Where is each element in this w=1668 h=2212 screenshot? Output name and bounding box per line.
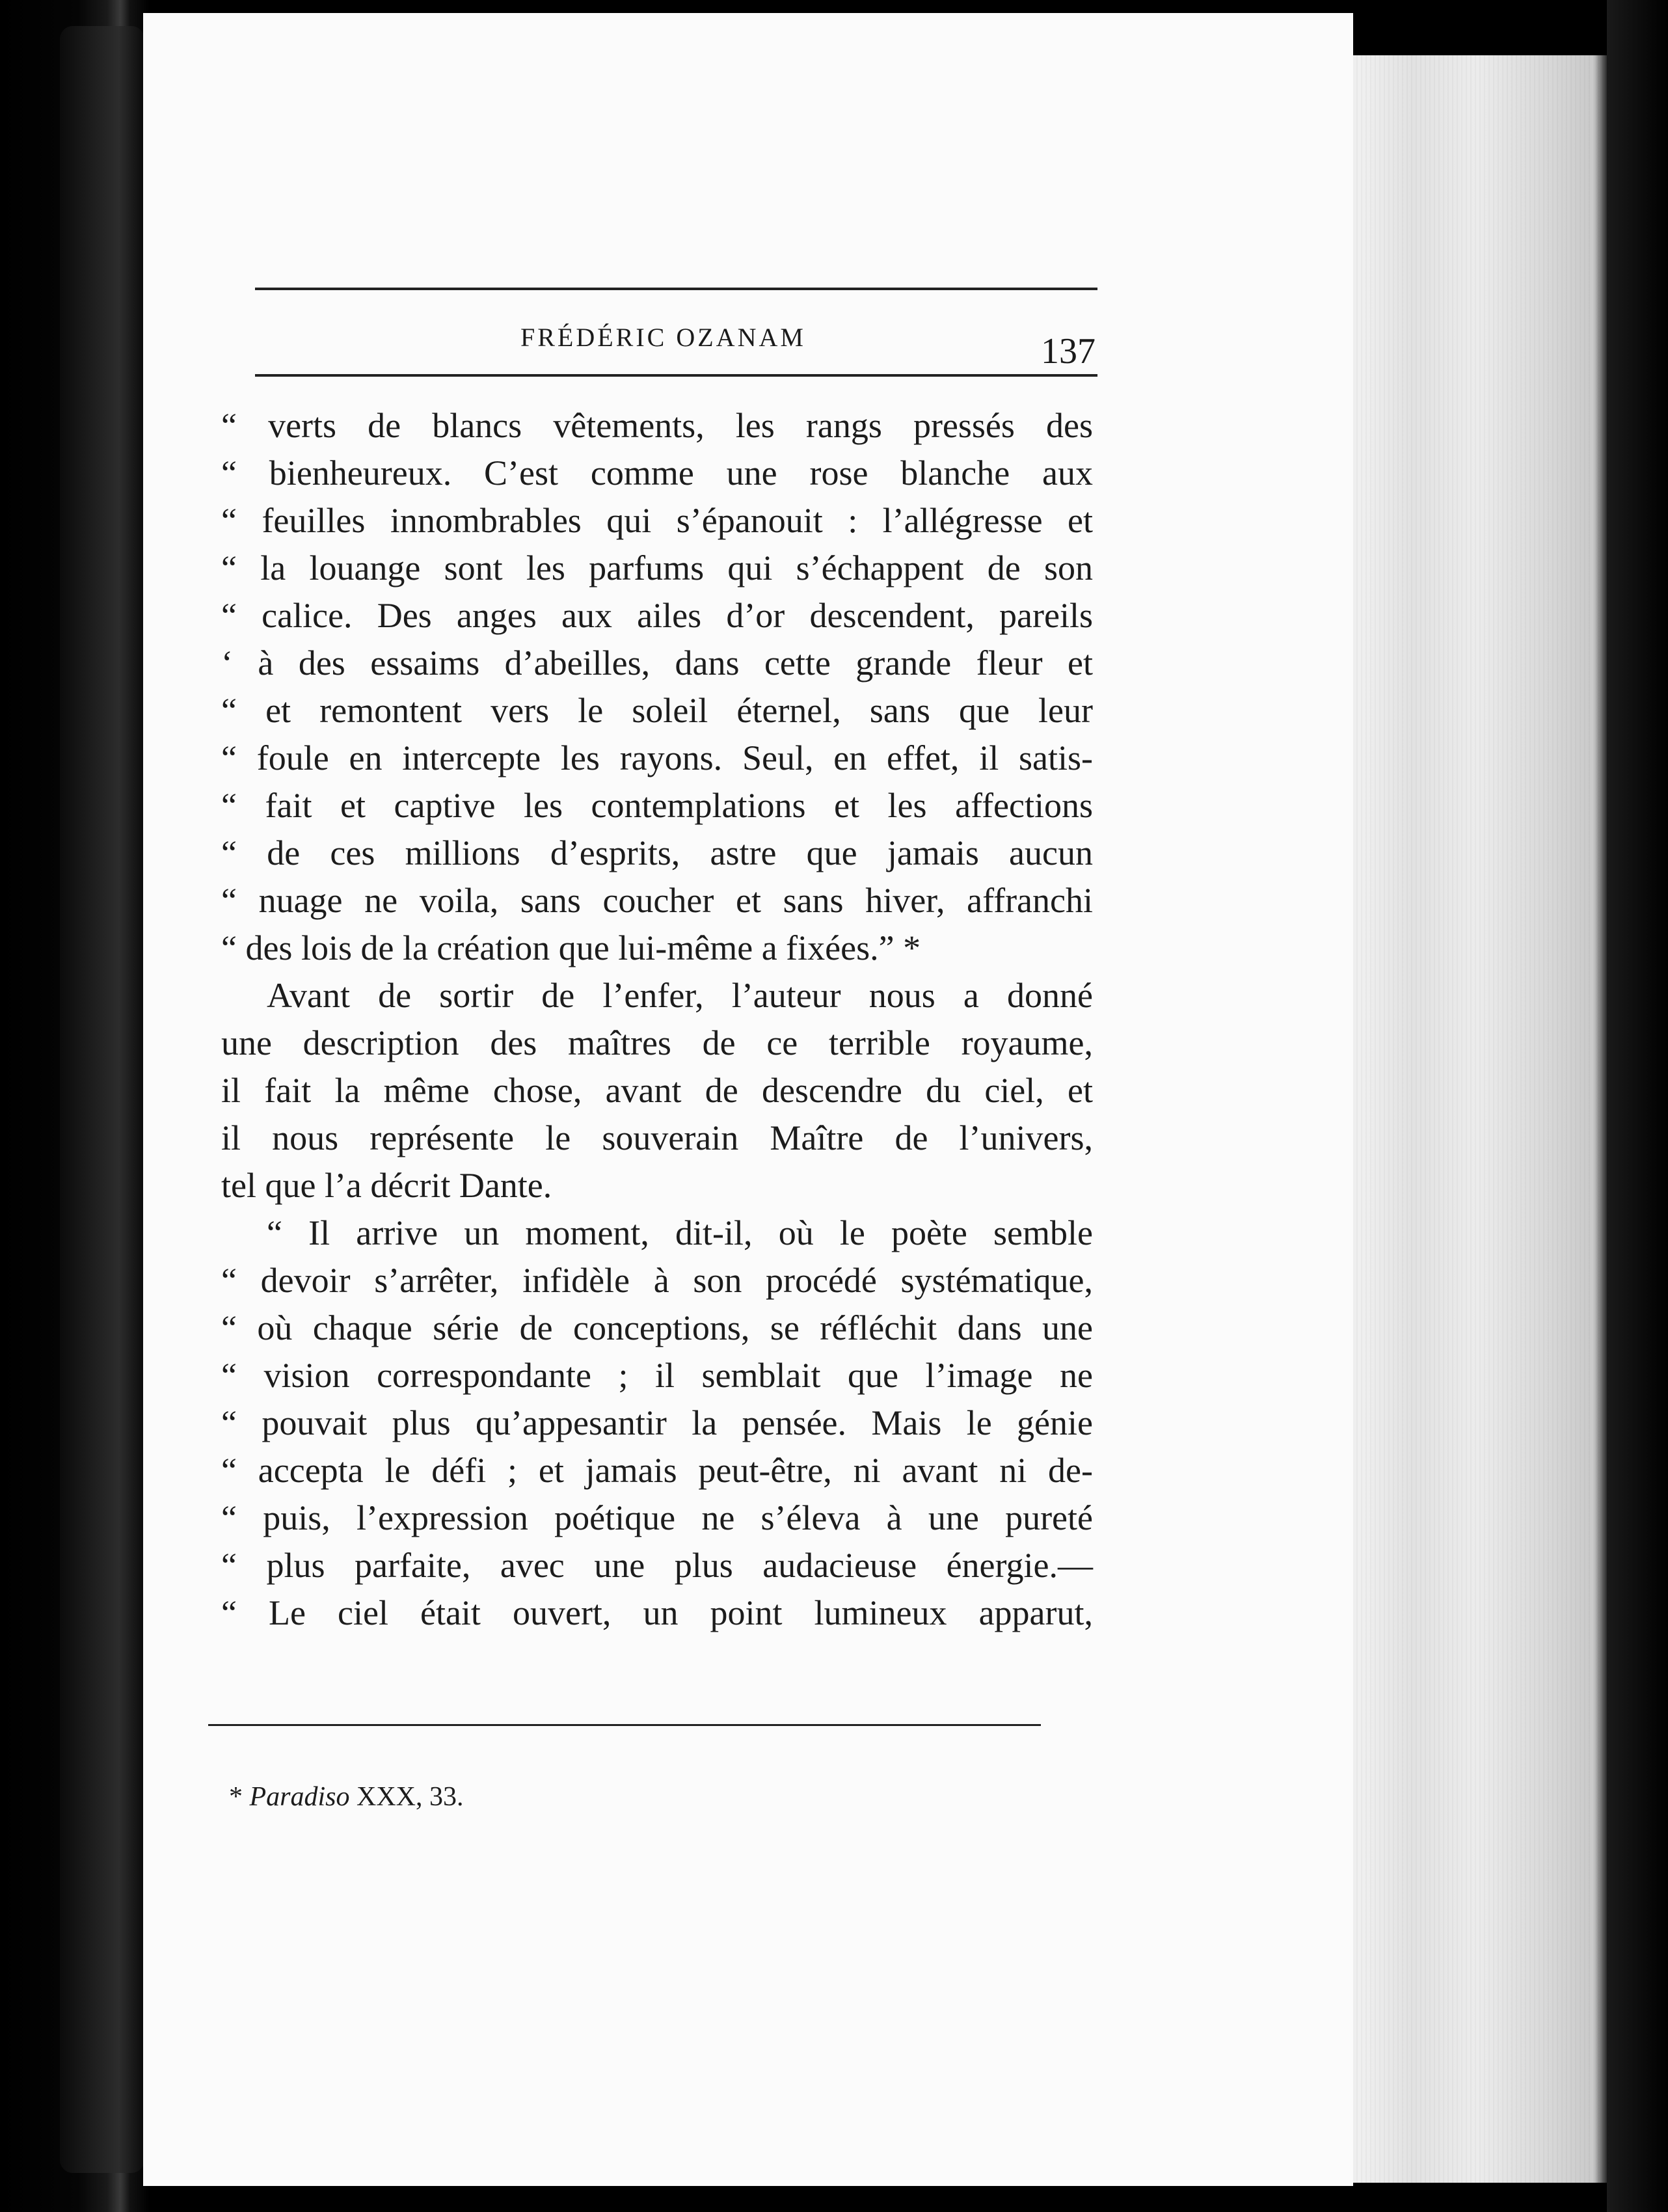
text-line: “ de ces millions d’esprits, astre que jamais aucun [221,833,1093,872]
text-line: “ devoir s’arrêter, infidèle à son procédé systématique, [221,1261,1093,1300]
body-text [221,402,1093,1637]
text-line: “ Le ciel était ouvert, un point lumineux apparut, [221,1593,1093,1632]
text-line: “ vision correspondante ; il semblait que l’image ne [221,1356,1093,1395]
header-rule-top [255,288,1097,290]
text-line: “ pouvait plus qu’appesantir la pensée. Mais le génie [221,1403,1093,1442]
text-line: il fait la même chose, avant de descendre du ciel, et [221,1071,1093,1110]
text-line: “ la louange sont les parfums qui s’échappent de son [221,548,1093,587]
text-line: “ où chaque série de conceptions, se réfléchit dans une [221,1308,1093,1347]
text-line: “ fait et captive les contemplations et les affections [221,786,1093,825]
footnote-work-title: Paradiso [249,1782,350,1812]
footnote-separator [208,1724,1041,1726]
text-line: une description des maîtres de ce terrible royaume, [221,1023,1093,1062]
text-line: “ bienheureux. C’est comme une rose blanche aux [221,453,1093,492]
book-spine-gutter [0,0,150,2212]
page-number: 137 [1041,331,1096,371]
paragraph-start-line: Avant de sortir de l’enfer, l’auteur nous a donné [267,976,1093,1015]
page-stack-edge [1334,55,1607,2183]
text-line: ‘ à des essaims d’abeilles, dans cette grande fleur et [221,643,1093,682]
text-line: “ foule en intercepte les rayons. Seul, en effet, il satis- [221,738,1093,777]
text-line: “ accepta le défi ; et jamais peut-être, ni avant ni de- [221,1451,1093,1490]
text-line: tel que l’a décrit Dante. [221,1166,552,1205]
text-line: “ et remontent vers le soleil éternel, sans que leur [221,691,1093,730]
running-title: FRÉDÉRIC OZANAM [520,323,806,352]
text-line: “ feuilles innombrables qui s’épanouit : l’allégresse et [221,501,1093,540]
text-line: “ puis, l’expression poétique ne s’éleva à une pureté [221,1498,1093,1537]
previous-page-edge [60,26,144,2173]
footnote-reference: XXX, 33. [349,1782,464,1812]
footnote [229,1781,464,1813]
text-line: “ plus parfaite, avec une plus audacieuse énergie.— [221,1546,1093,1585]
background-right [1607,0,1668,2212]
text-line: “ verts de blancs vêtements, les rangs pressés des [221,406,1093,445]
text-line: “ calice. Des anges aux ailes d’or descendent, pareils [221,596,1093,635]
paragraph-start-line: “ Il arrive un moment, dit-il, où le poète semble [267,1213,1093,1252]
text-line: “ des lois de la création que lui-même a fixées.” * [221,928,921,967]
footnote-marker: * [229,1782,250,1812]
text-line: “ nuage ne voila, sans coucher et sans hiver, affranchi [221,881,1093,920]
header-rule-bottom [255,374,1097,377]
text-line: il nous représente le souverain Maître de l’univers, [221,1118,1093,1157]
